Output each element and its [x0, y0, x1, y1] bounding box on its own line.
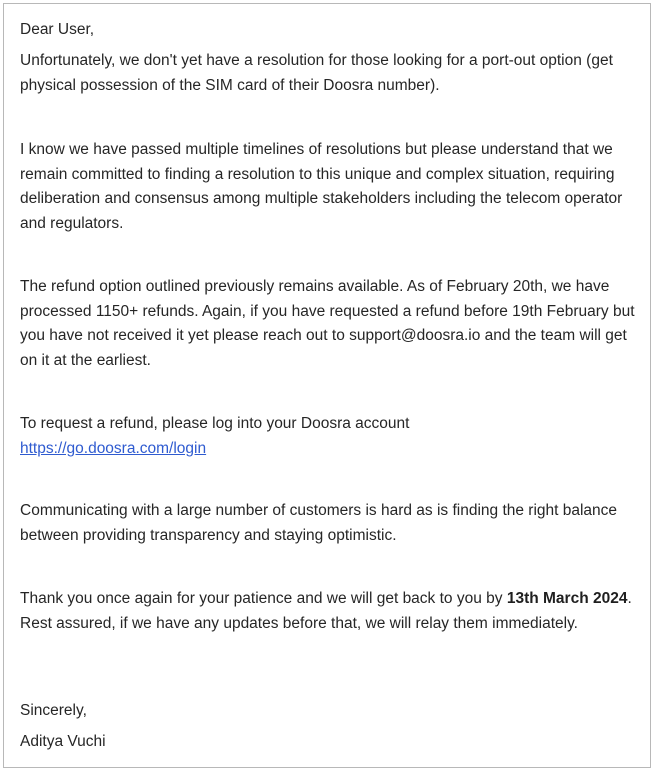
greeting: Dear User, [20, 21, 95, 38]
paragraph-refund-request [20, 412, 636, 461]
deadline-date: 13th March 2024 [506, 590, 628, 607]
paragraph-communication: Communicating with a large number of customers is hard as is finding the right balance between providing transparency and staying optimistic. [20, 502, 618, 544]
closing: Sincerely, [20, 702, 87, 719]
thank-you-text: Thank you once again for your patience and we will get back to you by [20, 590, 507, 607]
paragraph-refund-status: The refund option outlined previously remains available. As of February 20th, we have processed 1150+ refunds. Again, if you have requested a refund before 19th February but you have not received it yet please reach out to support@doosra.io and the team will get on it at the earliest. [20, 278, 635, 369]
email-frame [3, 3, 651, 768]
paragraph-thank-you [20, 587, 636, 636]
refund-request-text: To request a refund, please log into your Doosra account [20, 415, 410, 432]
login-link[interactable]: https://go.doosra.com/login [20, 439, 207, 457]
paragraph-timelines: I know we have passed multiple timelines of resolutions but please understand that we remain committed to finding a resolution to this unique and complex situation, requiring deliberation and consensus among multiple stakeholders including the telecom operator and regulators. [20, 141, 623, 232]
thank-you-continuation: . Rest assured, if we have any updates before that, we will relay them immediately. [20, 590, 632, 632]
signature: Aditya Vuchi [20, 733, 106, 750]
paragraph-port-out: Unfortunately, we don't yet have a resolution for those looking for a port-out option (get physical possession of the SIM card of their Doosra number). [20, 52, 613, 94]
